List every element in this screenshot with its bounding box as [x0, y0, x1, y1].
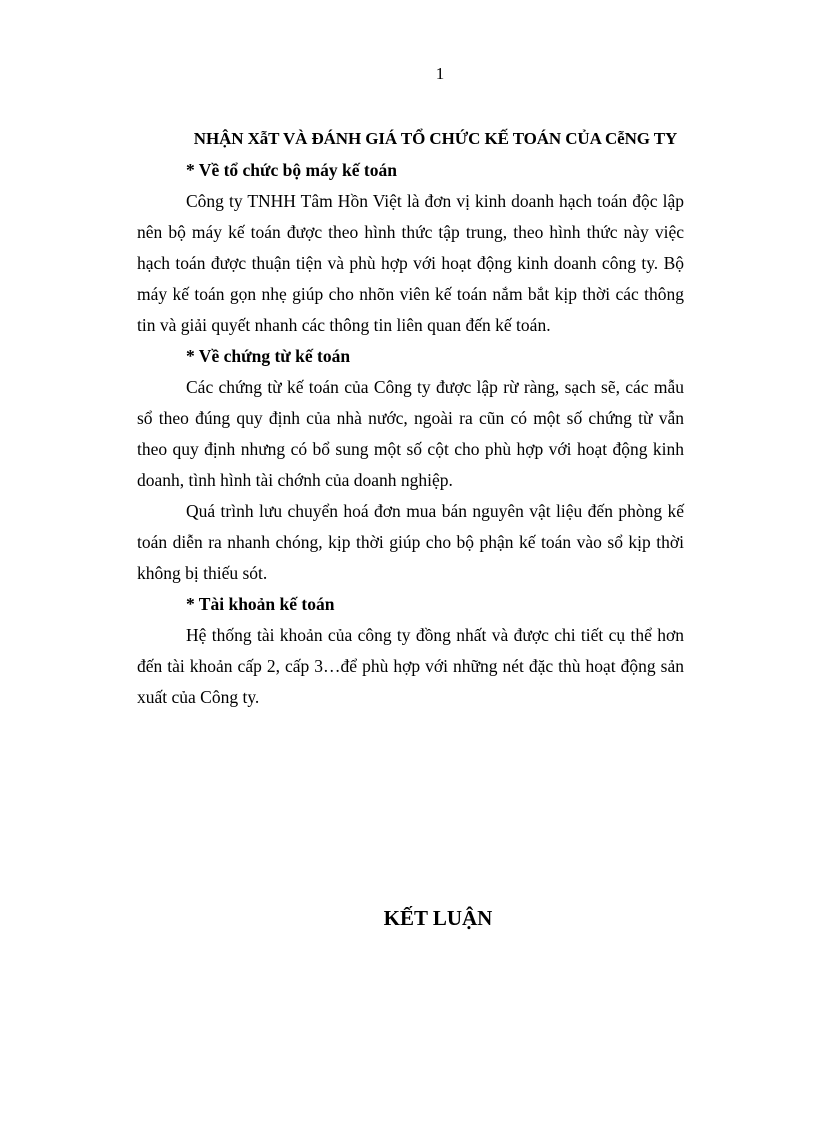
section-heading: * Về chứng từ kế toán	[186, 346, 351, 366]
section-heading: * Tài khoản kế toán	[186, 594, 335, 614]
paragraph: Quá trình lưu chuyển hoá đơn mua bán nguyên vật liệu đến phòng kế toán diễn ra nhanh chóng, kịp thời giúp cho bộ phận kế toán vào sổ kịp thời không bị thiếu sót.	[137, 501, 684, 583]
paragraph: Các chứng từ kế toán của Công ty được lập rừ ràng, sạch sẽ, các mẫu sổ theo đúng quy định của nhà nước, ngoài ra cũn có một số chứng từ vẫn theo quy định nhưng có bổ sung một số cột cho phù hợp với hoạt động kinh doanh, tình hình tài chớnh của doanh nghiệp.	[137, 377, 684, 490]
section-documents	[137, 341, 684, 589]
paragraph: Công ty TNHH Tâm Hồn Việt là đơn vị kinh doanh hạch toán độc lập nên bộ máy kế toán được theo hình thức tập trung, theo hình thức này việc hạch toán được thuận tiện và phù hợp với hoạt động kinh doanh công ty. Bộ máy kế toán gọn nhẹ giúp cho nhõn viên kế toán nắm bắt kịp thời các thông tin và giải quyết nhanh các thông tin liên quan đến kế toán.	[137, 191, 684, 335]
paragraph: Hệ thống tài khoản của công ty đồng nhất và được chi tiết cụ thể hơn đến tài khoản cấp 2, cấp 3…để phù hợp với những nét đặc thù hoạt động sản xuất của Công ty.	[137, 625, 684, 707]
section-heading: * Về tổ chức bộ máy kế toán	[186, 160, 397, 180]
section-accounts	[137, 589, 684, 713]
section-organization	[137, 155, 684, 341]
page-title: NHẬN XẫT VÀ ĐÁNH GIÁ TỔ CHỨC KẾ TOÁN CỦA CễNG TY	[193, 129, 678, 148]
document-body	[137, 129, 684, 713]
conclusion-heading: KẾT LUẬN	[383, 906, 493, 930]
page-number: 1	[435, 64, 445, 83]
